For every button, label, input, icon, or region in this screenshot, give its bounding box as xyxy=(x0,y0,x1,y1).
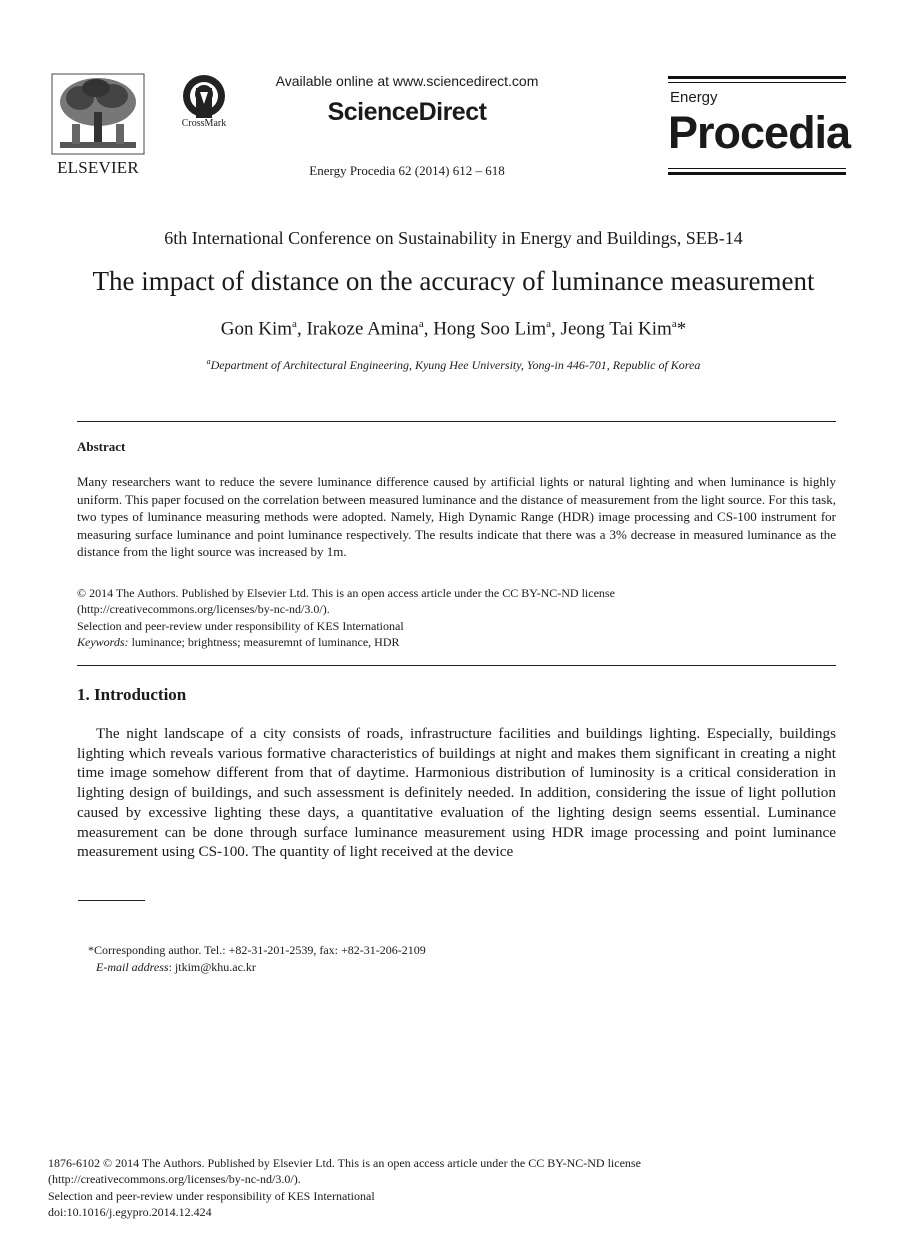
elsevier-wordmark: ELSEVIER xyxy=(57,158,139,177)
conference-name: 6th International Conference on Sustainability in Energy and Buildings, SEB-14 xyxy=(164,228,743,248)
affiliation-text: Department of Architectural Engineering, Kyung Hee University, Yong-in 446-701, Republic of Korea xyxy=(210,358,701,372)
keywords xyxy=(77,634,836,651)
affiliation-mark: a xyxy=(206,357,211,366)
license-link[interactable]: (http://creativecommons.org/licenses/by-nc-nd/3.0/). xyxy=(77,602,330,616)
energy-procedia-logo xyxy=(668,76,851,176)
peer-review-statement: Selection and peer-review under responsibility of KES International xyxy=(77,619,404,633)
footer-copyright: 1876-6102 © 2014 The Authors. Published by Elsevier Ltd. This is an open access article under the CC BY-NC-ND license xyxy=(48,1156,641,1170)
divider xyxy=(77,421,836,422)
introduction-text: The night landscape of a city consists of roads, infrastructure facilities and buildings lighting. Especially, buildings lighting which reveals various formative characteristics of buildings at night and makes them significant in creating a night time image somehow different from that of daytime. Harmonious distribution of luminosity is a critical consideration in lighting design of buildings, and such assessment is definitely needed. In addition, considering the issue of light pollution caused by excessive lighting these days, a quantitative evaluation of the lighting design seems essential. Luminance measurement can be done through surface luminance measurement using HDR image processing and point luminance measurement using CS-100. The quantity of light received at the device xyxy=(77,725,836,861)
author-name: Hong Soo Lim xyxy=(433,318,547,340)
author-name: Irakoze Amina xyxy=(306,318,419,340)
abstract-heading: Abstract xyxy=(77,439,126,454)
corresponding-author-mark: * xyxy=(676,318,687,340)
email-label: E-mail address xyxy=(96,960,169,974)
author-affiliation-mark: a xyxy=(418,318,424,330)
procedia-energy-label: Energy xyxy=(670,89,718,106)
procedia-wordmark: Procedia xyxy=(668,107,851,158)
footer-peer-review: Selection and peer-review under responsibility of KES International xyxy=(48,1189,375,1203)
author-list xyxy=(0,318,907,340)
keywords-text: luminance; brightness; measuremnt of luminance, HDR xyxy=(128,635,400,649)
section-heading-introduction: 1. Introduction xyxy=(77,685,187,704)
crossmark-label: CrossMark xyxy=(181,118,227,129)
tree-icon xyxy=(50,72,146,156)
email-address[interactable]: : jtkim@khu.ac.kr xyxy=(168,960,256,974)
corresponding-author-note: *Corresponding author. Tel.: +82-31-201-2539, fax: +82-31-206-2109 xyxy=(88,943,426,957)
footnote-rule xyxy=(78,900,145,901)
sciencedirect-logo: ScienceDirect xyxy=(327,98,487,126)
paper-title: The impact of distance on the accuracy of luminance measurement xyxy=(92,266,815,296)
abstract-text: Many researchers want to reduce the severe luminance difference caused by artificial lights or natural lighting and when luminance is highly uniform. This paper focused on the correlation between measured luminance and the distance of measurement from the light source. For this task, two types of luminance measuring methods were adopted. Namely, High Dynamic Range (HDR) image processing and CS-100 instrument for measuring surface luminance and point luminance respectively. The results indicate that there was a 3% decrease in measured luminance as the distance from the light source was increased by 1m. xyxy=(77,474,836,560)
author-separator: , xyxy=(551,318,561,340)
footer-license-link[interactable]: (http://creativecommons.org/licenses/by-nc-nd/3.0/). xyxy=(48,1172,301,1186)
author-affiliation-mark: a xyxy=(671,318,677,330)
available-online-text: Available online at www.sciencedirect.com xyxy=(275,73,539,89)
crossmark-badge[interactable] xyxy=(172,74,236,134)
author-name: Jeong Tai Kim xyxy=(560,318,672,340)
divider xyxy=(77,665,836,666)
email-note xyxy=(96,960,256,975)
author-name: Gon Kim xyxy=(220,318,293,340)
author-separator: , xyxy=(296,318,307,340)
footer-doi[interactable]: doi:10.1016/j.egypro.2014.12.424 xyxy=(48,1205,212,1219)
crossmark-icon xyxy=(172,74,236,118)
copyright-line: © 2014 The Authors. Published by Elsevier Ltd. This is an open access article under the CC BY-NC-ND license xyxy=(77,586,615,600)
keywords-label: Keywords: xyxy=(77,635,129,649)
affiliation xyxy=(0,357,907,373)
journal-reference: Energy Procedia 62 (2014) 612 – 618 xyxy=(309,163,505,178)
author-affiliation-mark: a xyxy=(292,318,297,330)
author-affiliation-mark: a xyxy=(546,318,552,330)
elsevier-logo xyxy=(50,72,146,178)
author-separator: , xyxy=(423,318,434,340)
